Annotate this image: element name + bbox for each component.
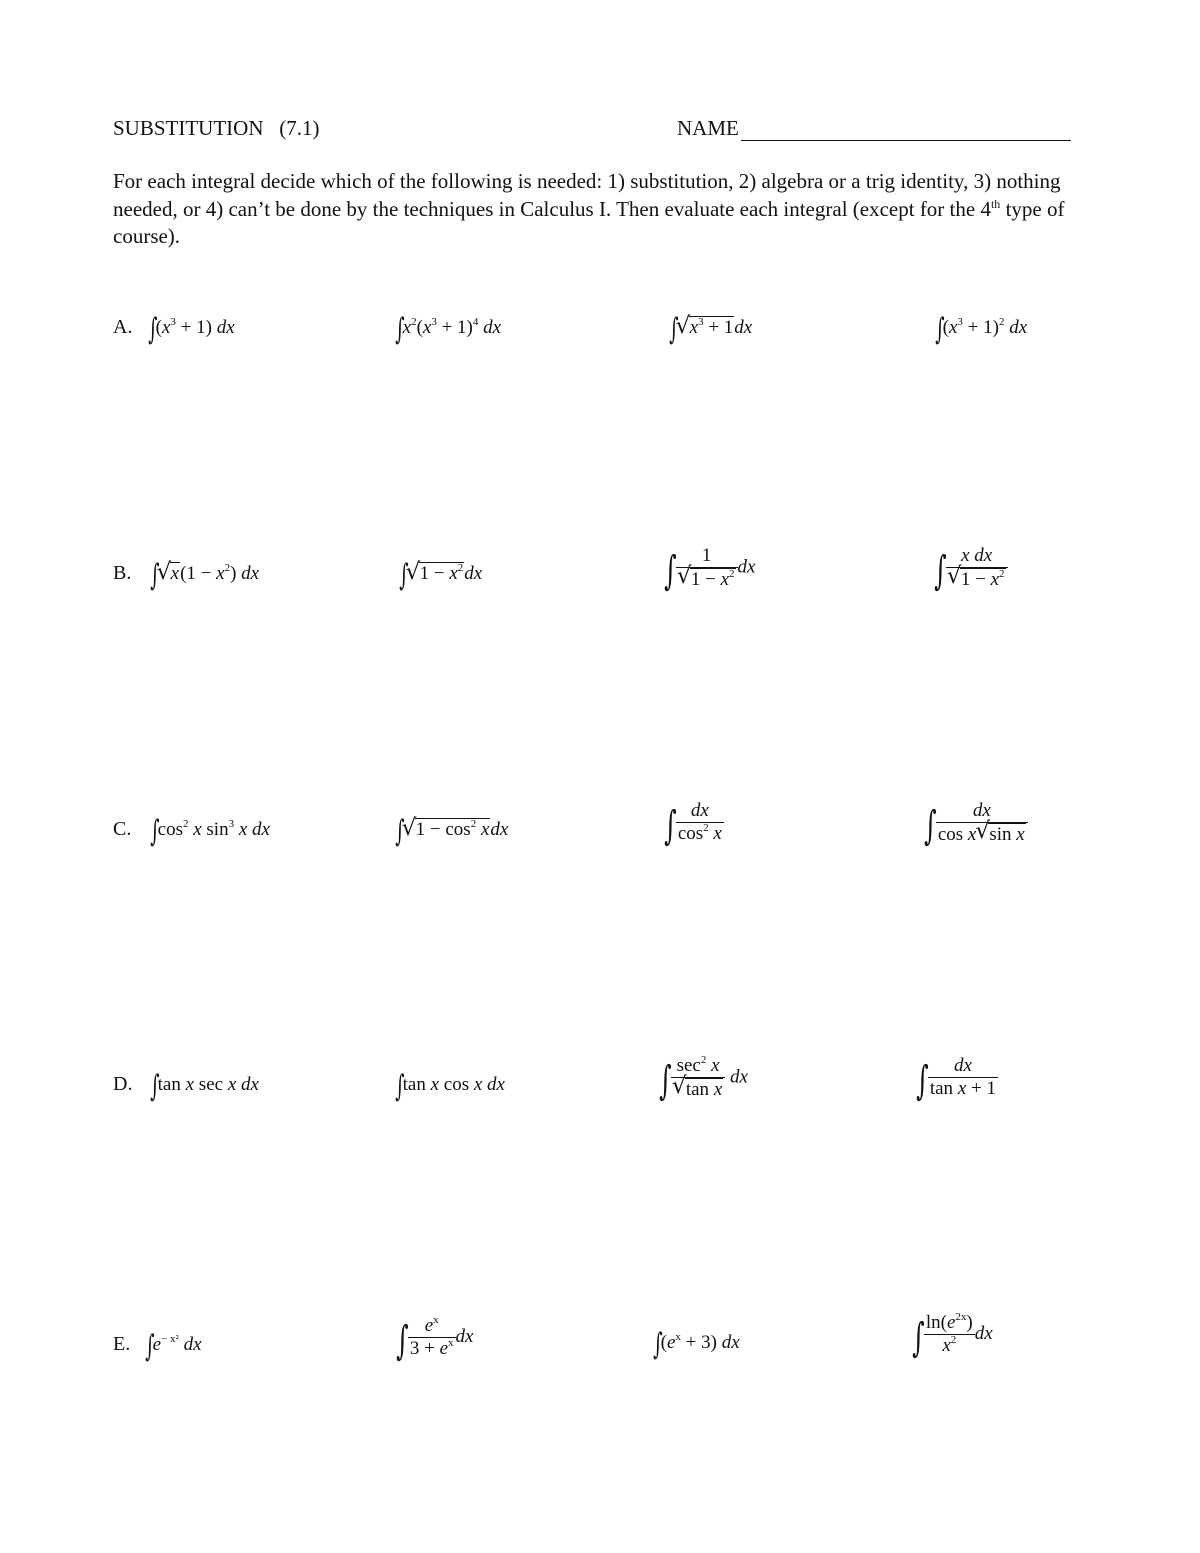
integral-e4: ∫ $\frac{\ln(e^{2x})}{x^2}$ dx <box>912 1311 993 1361</box>
instructions-superscript: th <box>990 196 1001 211</box>
name-blank-line[interactable] <box>741 120 1071 141</box>
integral-b2: ∫√ $1 - x^2dx$ <box>396 558 482 593</box>
integral-d2: ∫tan x cos x dx <box>395 1069 505 1104</box>
row-label-c: C. <box>113 818 132 840</box>
row-label-d: D. <box>113 1073 133 1095</box>
integral-c2: ∫√ $1 - \cos^2$ xdx <box>392 814 508 849</box>
integral-c1: $\int\cos^2$ x $\sin^3 x$ dx <box>150 814 270 849</box>
integral-a3: ∫√ $x^3 + 1dx$ <box>666 312 752 347</box>
integral-b4: ∫ x dx √ $1 - x^2$ <box>930 545 1008 594</box>
row-label-b: B. <box>113 562 132 584</box>
instructions <box>113 168 1093 251</box>
integral-a1: $\int(x^3 + 1)$ dx <box>148 312 235 347</box>
integral-c4: ∫ $\frac{dx}{\text{cos x√ sin x}}$ <box>920 800 1028 849</box>
instructions-text: For each integral decide which of the following is needed: 1) substitution, 2) algebra or a trig identity, 3) nothing needed, or 4) can’t be done by the techniques in Calculus I. Then evaluate each integral (except for the 4 <box>113 169 1061 221</box>
integral-c3: ∫ $\frac{dx}{\cos^2 x}$ <box>664 800 722 849</box>
row-label-e: E. <box>113 1333 131 1355</box>
integral-b3: ∫ 1 √ $1 - x^2$ dx <box>660 545 755 594</box>
instructions-tail: type of course). <box>113 196 1065 248</box>
integral-d3: ∫ $\sec^2 x$ √ tan x dx <box>655 1055 748 1104</box>
integral-e1: $\int e^{- x^2}$ dx <box>145 1329 202 1364</box>
integral-a4: $\int(x^3 + 1)^2$ dx <box>935 312 1028 347</box>
integral-b1: ∫√ $x(1 - x^2)$ dx <box>147 558 259 593</box>
worksheet-title: SUBSTITUTION (7.1) <box>113 116 320 140</box>
integral-a2: $\int x^2(x^3 + 1)^4$ dx <box>395 312 502 347</box>
integral-d1: ∫tan x sec x dx <box>150 1069 259 1104</box>
name-field[interactable] <box>677 116 1071 141</box>
integral-d4: ∫ $\frac{dx}{\text{tan x + 1}}$ <box>916 1055 996 1104</box>
name-label: NAME <box>677 116 739 140</box>
row-label-a: A. <box>113 316 133 338</box>
integral-e2: ∫ $\frac{e^x}{3 + e^x}$ dx <box>396 1314 474 1364</box>
integral-e3: $\int(e^x + 3)$ dx <box>653 1327 740 1362</box>
